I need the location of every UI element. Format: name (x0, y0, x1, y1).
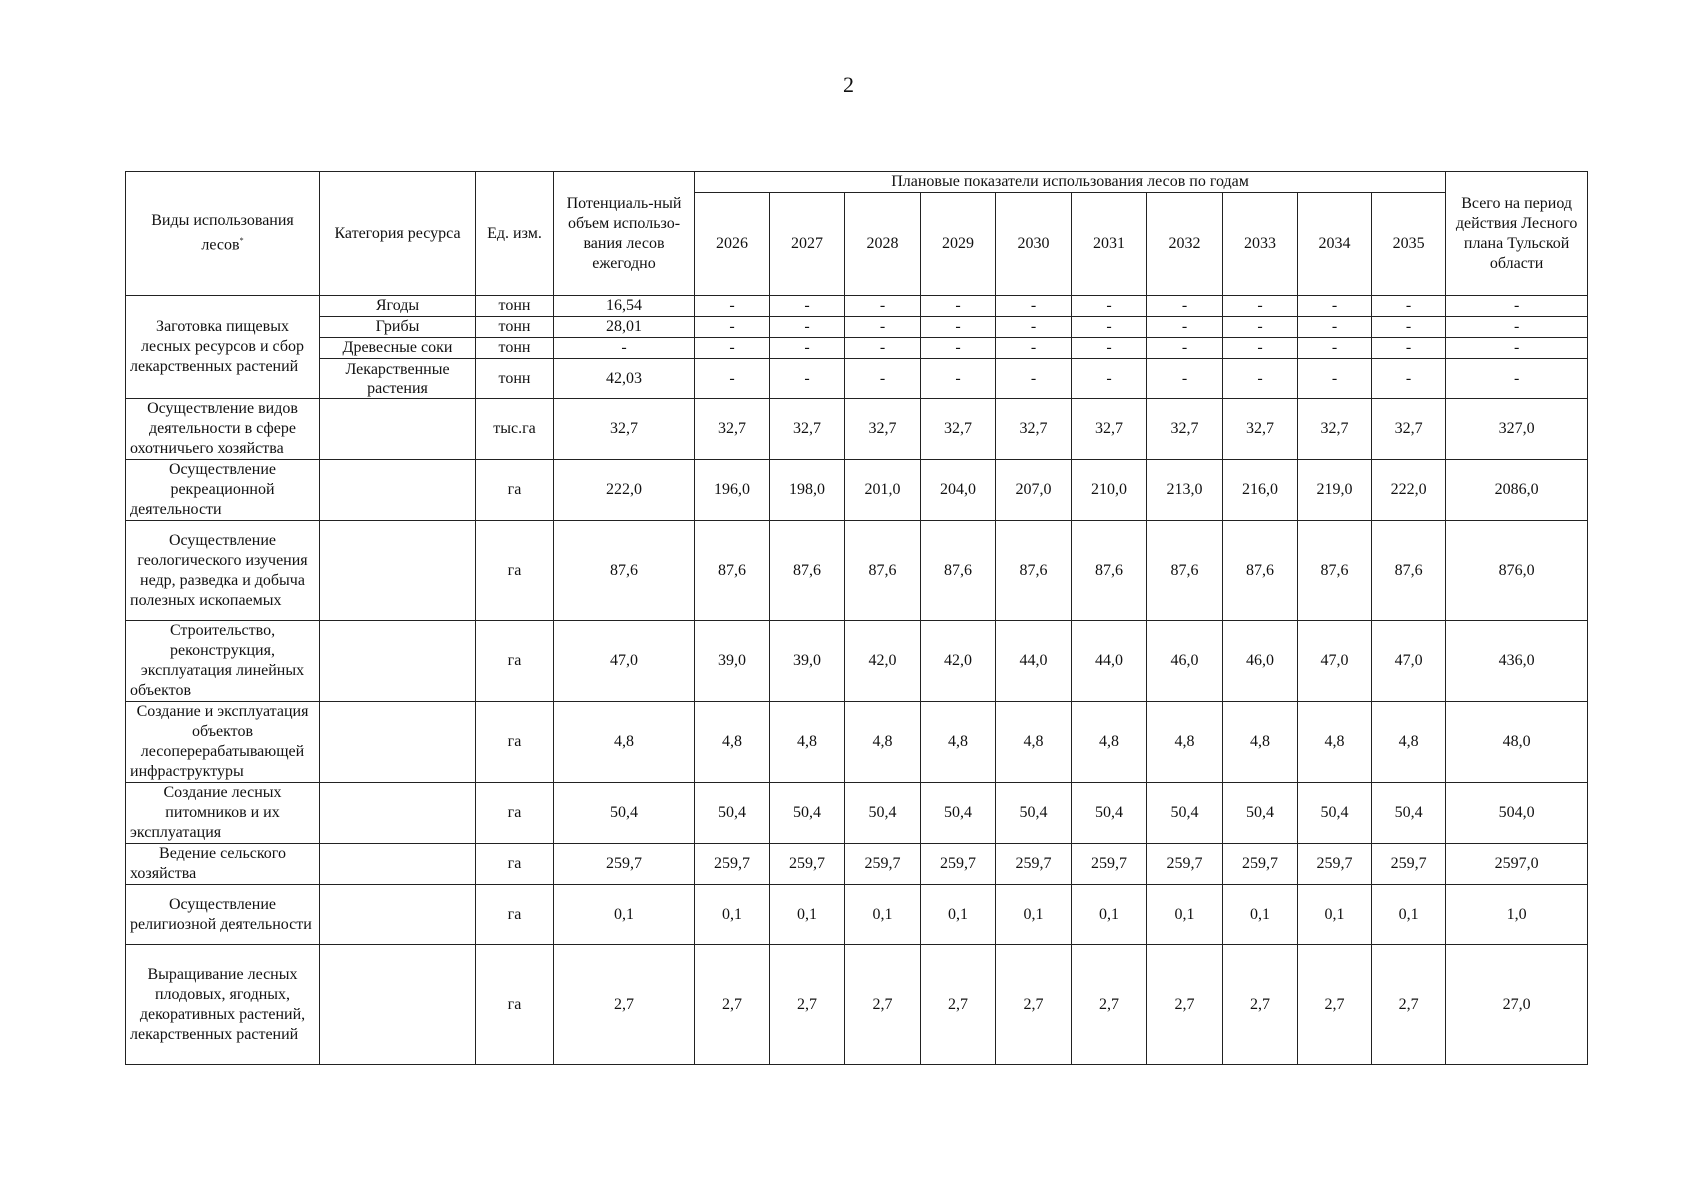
row-unit: тонн (476, 317, 554, 338)
row-year-value: 0,1 (770, 885, 845, 945)
row-kind: Создание и эксплуатация объектов лесоперерабатывающей инфраструктуры (126, 702, 320, 783)
row-year-value: 32,7 (1147, 399, 1223, 460)
table-row (126, 359, 1588, 399)
row-kind: Выращивание лесных плодовых, ягодных, декоративных растений, лекарственных растений (126, 945, 320, 1065)
row-year-value: - (1223, 317, 1298, 338)
row-year-value: - (996, 296, 1072, 317)
row-category (320, 399, 476, 460)
row-year-value: 50,4 (1072, 783, 1147, 844)
row-year-value: 0,1 (1372, 885, 1446, 945)
table-row (126, 460, 1588, 521)
row-year-value: - (921, 338, 996, 359)
row-year-value: - (996, 338, 1072, 359)
row-potential: 4,8 (554, 702, 695, 783)
row-year-value: 42,0 (921, 621, 996, 702)
row-year-value: 42,0 (845, 621, 921, 702)
row-potential: 259,7 (554, 844, 695, 885)
table-row (126, 702, 1588, 783)
row-year-value: 87,6 (1298, 521, 1372, 621)
row-total: 436,0 (1446, 621, 1588, 702)
row-year-value: - (1372, 338, 1446, 359)
row-year-value: - (1072, 317, 1147, 338)
row-year-value: 0,1 (845, 885, 921, 945)
row-potential: 2,7 (554, 945, 695, 1065)
row-potential: 222,0 (554, 460, 695, 521)
row-year-value: - (845, 317, 921, 338)
row-year-value: 259,7 (695, 844, 770, 885)
row-unit: тонн (476, 359, 554, 399)
row-year-value: 44,0 (996, 621, 1072, 702)
row-year-value: 87,6 (1223, 521, 1298, 621)
table-row (126, 521, 1588, 621)
row-category (320, 460, 476, 521)
row-year-value: 87,6 (921, 521, 996, 621)
row-year-value: 32,7 (1072, 399, 1147, 460)
header-unit: Ед. изм. (476, 172, 554, 296)
row-year-value: 2,7 (1147, 945, 1223, 1065)
row-kind: Осуществление геологического изучения недр, разведка и добыча полезных ископаемых (126, 521, 320, 621)
row-kind: Осуществление религиозной деятельности (126, 885, 320, 945)
row-year-value: - (1298, 338, 1372, 359)
row-total: - (1446, 296, 1588, 317)
row-total: - (1446, 338, 1588, 359)
row-category: Древесные соки (320, 338, 476, 359)
row-year-value: 50,4 (845, 783, 921, 844)
row-kind: Строительство, реконструкция, эксплуатация линейных объектов (126, 621, 320, 702)
row-total: 2086,0 (1446, 460, 1588, 521)
row-year-value: 0,1 (1147, 885, 1223, 945)
row-year-value: - (845, 296, 921, 317)
row-kind: Осуществление рекреационной деятельности (126, 460, 320, 521)
row-year-value: 259,7 (770, 844, 845, 885)
row-year-value: - (695, 338, 770, 359)
row-year-value: 87,6 (1372, 521, 1446, 621)
row-category (320, 702, 476, 783)
row-year-value: 32,7 (921, 399, 996, 460)
row-year-value: 47,0 (1298, 621, 1372, 702)
row-year-value: 259,7 (845, 844, 921, 885)
row-year-value: 201,0 (845, 460, 921, 521)
row-year-value: - (1147, 317, 1223, 338)
header-kind-mark: * (239, 236, 244, 246)
row-year-value: - (1072, 296, 1147, 317)
row-category (320, 885, 476, 945)
table-row (126, 844, 1588, 885)
header-year: 2030 (996, 193, 1072, 296)
header-year: 2031 (1072, 193, 1147, 296)
row-category (320, 621, 476, 702)
row-year-value: 207,0 (996, 460, 1072, 521)
row-year-value: - (1298, 317, 1372, 338)
row-year-value: 259,7 (921, 844, 996, 885)
row-year-value: 2,7 (1223, 945, 1298, 1065)
row-year-value: 50,4 (770, 783, 845, 844)
row-year-value: 87,6 (1147, 521, 1223, 621)
row-year-value: 259,7 (1298, 844, 1372, 885)
forest-use-table (125, 171, 1588, 1065)
header-kind (126, 172, 320, 296)
row-category: Лекарственные растения (320, 359, 476, 399)
row-total: 1,0 (1446, 885, 1588, 945)
row-year-value: 50,4 (1372, 783, 1446, 844)
header-potential: Потенциаль-ный объем использо-вания лесов ежегодно (554, 172, 695, 296)
row-year-value: 2,7 (695, 945, 770, 1065)
row-year-value: 87,6 (770, 521, 845, 621)
row-year-value: 4,8 (1372, 702, 1446, 783)
row-year-value: 32,7 (996, 399, 1072, 460)
row-year-value: - (845, 359, 921, 399)
row-year-value: 4,8 (1147, 702, 1223, 783)
row-year-value: 32,7 (770, 399, 845, 460)
row-potential: 16,54 (554, 296, 695, 317)
row-year-value: 259,7 (1372, 844, 1446, 885)
row-year-value: 4,8 (921, 702, 996, 783)
header-year: 2028 (845, 193, 921, 296)
header-plan-title: Плановые показатели использования лесов по годам (695, 172, 1446, 193)
row-category (320, 521, 476, 621)
row-year-value: 2,7 (845, 945, 921, 1065)
row-year-value: 213,0 (1147, 460, 1223, 521)
row-potential: 50,4 (554, 783, 695, 844)
row-year-value: 46,0 (1147, 621, 1223, 702)
row-year-value: 50,4 (695, 783, 770, 844)
row-unit: га (476, 844, 554, 885)
table-row (126, 945, 1588, 1065)
header-category: Категория ресурса (320, 172, 476, 296)
row-year-value: - (1223, 338, 1298, 359)
row-unit: тонн (476, 296, 554, 317)
table-body (126, 296, 1588, 1065)
row-year-value: 2,7 (770, 945, 845, 1065)
row-year-value: 32,7 (1298, 399, 1372, 460)
row-year-value: - (695, 359, 770, 399)
row-total: 876,0 (1446, 521, 1588, 621)
row-year-value: 2,7 (1372, 945, 1446, 1065)
row-year-value: - (1072, 338, 1147, 359)
row-year-value: - (1223, 296, 1298, 317)
row-year-value: - (1147, 296, 1223, 317)
row-year-value: 4,8 (770, 702, 845, 783)
header-year: 2026 (695, 193, 770, 296)
row-year-value: 0,1 (695, 885, 770, 945)
row-year-value: - (996, 317, 1072, 338)
row-year-value: 87,6 (996, 521, 1072, 621)
row-year-value: - (770, 317, 845, 338)
row-year-value: 50,4 (921, 783, 996, 844)
row-year-value: 259,7 (1147, 844, 1223, 885)
page-number: 2 (843, 72, 854, 97)
row-total: 48,0 (1446, 702, 1588, 783)
table-row (126, 399, 1588, 460)
row-year-value: - (1372, 296, 1446, 317)
row-category: Ягоды (320, 296, 476, 317)
row-year-value: 222,0 (1372, 460, 1446, 521)
header-year: 2029 (921, 193, 996, 296)
row-year-value: 87,6 (1072, 521, 1147, 621)
row-year-value: 259,7 (1072, 844, 1147, 885)
row-kind: Ведение сельского хозяйства (126, 844, 320, 885)
row-potential: 32,7 (554, 399, 695, 460)
row-year-value: 196,0 (695, 460, 770, 521)
row-year-value: - (1372, 359, 1446, 399)
table-row (126, 338, 1588, 359)
row-total: - (1446, 359, 1588, 399)
row-year-value: 2,7 (1072, 945, 1147, 1065)
row-year-value: 44,0 (1072, 621, 1147, 702)
row-year-value: - (770, 359, 845, 399)
row-year-value: 2,7 (996, 945, 1072, 1065)
row-category (320, 844, 476, 885)
row-year-value: 4,8 (1223, 702, 1298, 783)
row-unit: га (476, 702, 554, 783)
row-year-value: 210,0 (1072, 460, 1147, 521)
header-year: 2032 (1147, 193, 1223, 296)
table-row (126, 783, 1588, 844)
row-year-value: 50,4 (1147, 783, 1223, 844)
row-potential: - (554, 338, 695, 359)
row-year-value: 259,7 (1223, 844, 1298, 885)
row-potential: 42,03 (554, 359, 695, 399)
row-total: 2597,0 (1446, 844, 1588, 885)
header-total: Всего на период действия Лесного плана Тульской области (1446, 172, 1588, 296)
row-category (320, 945, 476, 1065)
row-year-value: 50,4 (1223, 783, 1298, 844)
row-year-value: 216,0 (1223, 460, 1298, 521)
row-year-value: 2,7 (921, 945, 996, 1065)
row-year-value: - (695, 317, 770, 338)
header-kind-label: Виды использования лесов (151, 212, 294, 254)
row-year-value: 204,0 (921, 460, 996, 521)
row-year-value: 39,0 (770, 621, 845, 702)
row-unit: га (476, 945, 554, 1065)
row-unit: тонн (476, 338, 554, 359)
row-year-value: 47,0 (1372, 621, 1446, 702)
header-year: 2035 (1372, 193, 1446, 296)
row-potential: 0,1 (554, 885, 695, 945)
row-unit: га (476, 460, 554, 521)
row-year-value: 0,1 (1298, 885, 1372, 945)
row-year-value: 32,7 (845, 399, 921, 460)
row-year-value: - (1223, 359, 1298, 399)
row-year-value: - (921, 317, 996, 338)
row-kind: Создание лесных питомников и их эксплуатация (126, 783, 320, 844)
row-unit: га (476, 885, 554, 945)
row-year-value: - (921, 359, 996, 399)
row-year-value: 39,0 (695, 621, 770, 702)
row-year-value: 4,8 (996, 702, 1072, 783)
row-unit: га (476, 621, 554, 702)
row-year-value: 198,0 (770, 460, 845, 521)
row-year-value: 0,1 (1223, 885, 1298, 945)
row-year-value: 0,1 (996, 885, 1072, 945)
header-year: 2033 (1223, 193, 1298, 296)
row-year-value: - (921, 296, 996, 317)
row-year-value: 32,7 (1372, 399, 1446, 460)
row-year-value: - (1298, 359, 1372, 399)
row-kind: Осуществление видов деятельности в сфере охотничьего хозяйства (126, 399, 320, 460)
row-total: 27,0 (1446, 945, 1588, 1065)
row-potential: 87,6 (554, 521, 695, 621)
row-year-value: - (1147, 338, 1223, 359)
table-row (126, 621, 1588, 702)
table-row (126, 296, 1588, 317)
row-year-value: - (996, 359, 1072, 399)
row-total: 327,0 (1446, 399, 1588, 460)
row-year-value: 4,8 (1298, 702, 1372, 783)
row-unit: тыс.га (476, 399, 554, 460)
row-year-value: - (695, 296, 770, 317)
row-unit: га (476, 783, 554, 844)
row-year-value: 0,1 (1072, 885, 1147, 945)
row-year-value: 32,7 (1223, 399, 1298, 460)
row-unit: га (476, 521, 554, 621)
row-kind: Заготовка пищевых лесных ресурсов и сбор лекарственных растений (126, 296, 320, 399)
row-year-value: 50,4 (1298, 783, 1372, 844)
row-year-value: 46,0 (1223, 621, 1298, 702)
row-total: - (1446, 317, 1588, 338)
row-category: Грибы (320, 317, 476, 338)
row-potential: 47,0 (554, 621, 695, 702)
header-year: 2027 (770, 193, 845, 296)
row-year-value: 4,8 (845, 702, 921, 783)
table-row (126, 317, 1588, 338)
row-year-value: - (1298, 296, 1372, 317)
row-total: 504,0 (1446, 783, 1588, 844)
row-year-value: 0,1 (921, 885, 996, 945)
row-year-value: 50,4 (996, 783, 1072, 844)
table-row (126, 885, 1588, 945)
row-year-value: 4,8 (1072, 702, 1147, 783)
header-year: 2034 (1298, 193, 1372, 296)
row-year-value: - (770, 338, 845, 359)
row-year-value: - (1147, 359, 1223, 399)
row-year-value: - (1072, 359, 1147, 399)
row-year-value: 87,6 (845, 521, 921, 621)
row-year-value: - (770, 296, 845, 317)
row-year-value: - (1372, 317, 1446, 338)
row-year-value: 87,6 (695, 521, 770, 621)
row-year-value: 219,0 (1298, 460, 1372, 521)
row-year-value: 32,7 (695, 399, 770, 460)
row-year-value: 4,8 (695, 702, 770, 783)
row-year-value: 259,7 (996, 844, 1072, 885)
row-category (320, 783, 476, 844)
row-year-value: 2,7 (1298, 945, 1372, 1065)
row-year-value: - (845, 338, 921, 359)
row-potential: 28,01 (554, 317, 695, 338)
